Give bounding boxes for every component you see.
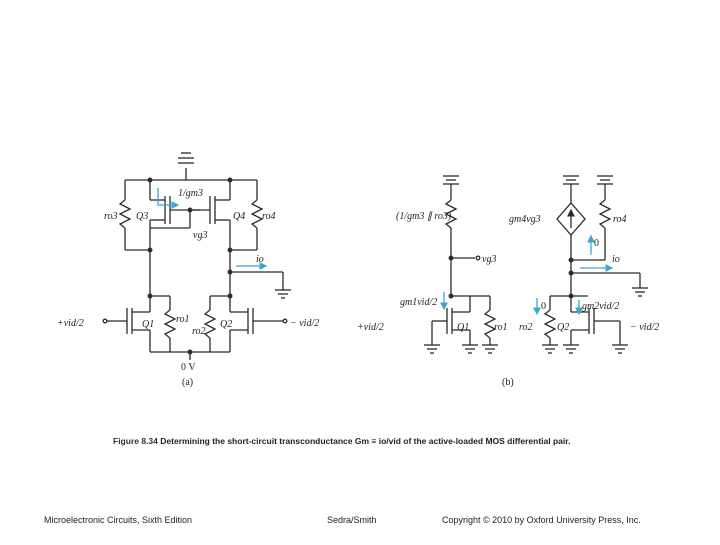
label-ro2-b: ro2 xyxy=(519,322,533,333)
label-vg3-b: vg3 xyxy=(482,254,497,265)
label-vin-pos-a: +vid/2 xyxy=(57,318,84,329)
ac-ground-top-icon xyxy=(178,153,194,180)
label-io-a: io xyxy=(256,254,264,265)
ground-q2-b-icon xyxy=(542,345,628,353)
label-ctrl-source: gm4vg3 xyxy=(509,214,541,225)
label-ro4: ro4 xyxy=(262,211,276,222)
label-one-over-gm3: 1/gm3 xyxy=(178,188,203,199)
ro2-resistor-b xyxy=(545,310,555,338)
label-vin-neg-b: − vid/2 xyxy=(630,322,660,333)
ground-io-b-icon xyxy=(632,288,648,296)
ro3-resistor xyxy=(120,200,130,228)
subfig-label-b: (b) xyxy=(502,377,514,388)
ro1-resistor xyxy=(165,310,175,338)
ro4-resistor-b xyxy=(600,200,610,228)
label-zero-upper: 0 xyxy=(594,238,599,249)
label-q3: Q3 xyxy=(136,211,149,222)
ac-ground-right-icon xyxy=(563,176,613,203)
label-zero-lower: 0 xyxy=(541,301,546,312)
q2-transistor xyxy=(230,296,287,352)
label-q1-a: Q1 xyxy=(142,319,155,330)
figure-label: Figure 8.34 xyxy=(113,436,158,446)
label-vg3-a: vg3 xyxy=(193,230,208,241)
label-0v: 0 V xyxy=(181,362,196,373)
label-io-b: io xyxy=(612,254,620,265)
label-q4: Q4 xyxy=(233,211,246,222)
footer-copyright: Copyright © 2010 by Oxford University Press, Inc. xyxy=(442,515,641,525)
label-q2-b: Q2 xyxy=(557,322,570,333)
label-q2-a: Q2 xyxy=(220,319,233,330)
label-ro1-a: ro1 xyxy=(176,314,190,325)
caption-text: Determining the short-circuit transconductance Gm ≡ io/vid of the active-loaded MOS differential pair. xyxy=(160,436,571,446)
label-gm1-source: gm1vid/2 xyxy=(400,297,438,308)
label-ro4-b: ro4 xyxy=(613,214,627,225)
figure-caption xyxy=(113,436,570,446)
current-arrow-q3 xyxy=(158,188,178,205)
ro2-resistor xyxy=(205,310,215,338)
label-q1-b: Q1 xyxy=(457,322,470,333)
circuit-a-labels xyxy=(57,188,319,388)
label-ro1-b: ro1 xyxy=(494,322,508,333)
ro4-resistor xyxy=(252,200,262,228)
footer-authors: Sedra/Smith xyxy=(327,515,377,525)
label-vin-pos-b: +vid/2 xyxy=(357,322,384,333)
label-gm2-source: gm2vid/2 xyxy=(582,301,620,312)
ac-ground-left-icon xyxy=(443,176,459,200)
circuit-b-labels xyxy=(357,211,659,388)
subfig-label-a: (a) xyxy=(182,377,194,388)
label-ro3: ro3 xyxy=(104,211,118,222)
label-impedance: (1/gm3 ∥ ro3) xyxy=(396,211,452,222)
ground-q1-b-icon xyxy=(424,345,498,353)
ground-io-icon xyxy=(275,290,291,298)
footer-book-title: Microelectronic Circuits, Sixth Edition xyxy=(44,515,193,525)
label-ro2-a: ro2 xyxy=(192,326,206,337)
label-vin-neg-a: − vid/2 xyxy=(290,318,320,329)
